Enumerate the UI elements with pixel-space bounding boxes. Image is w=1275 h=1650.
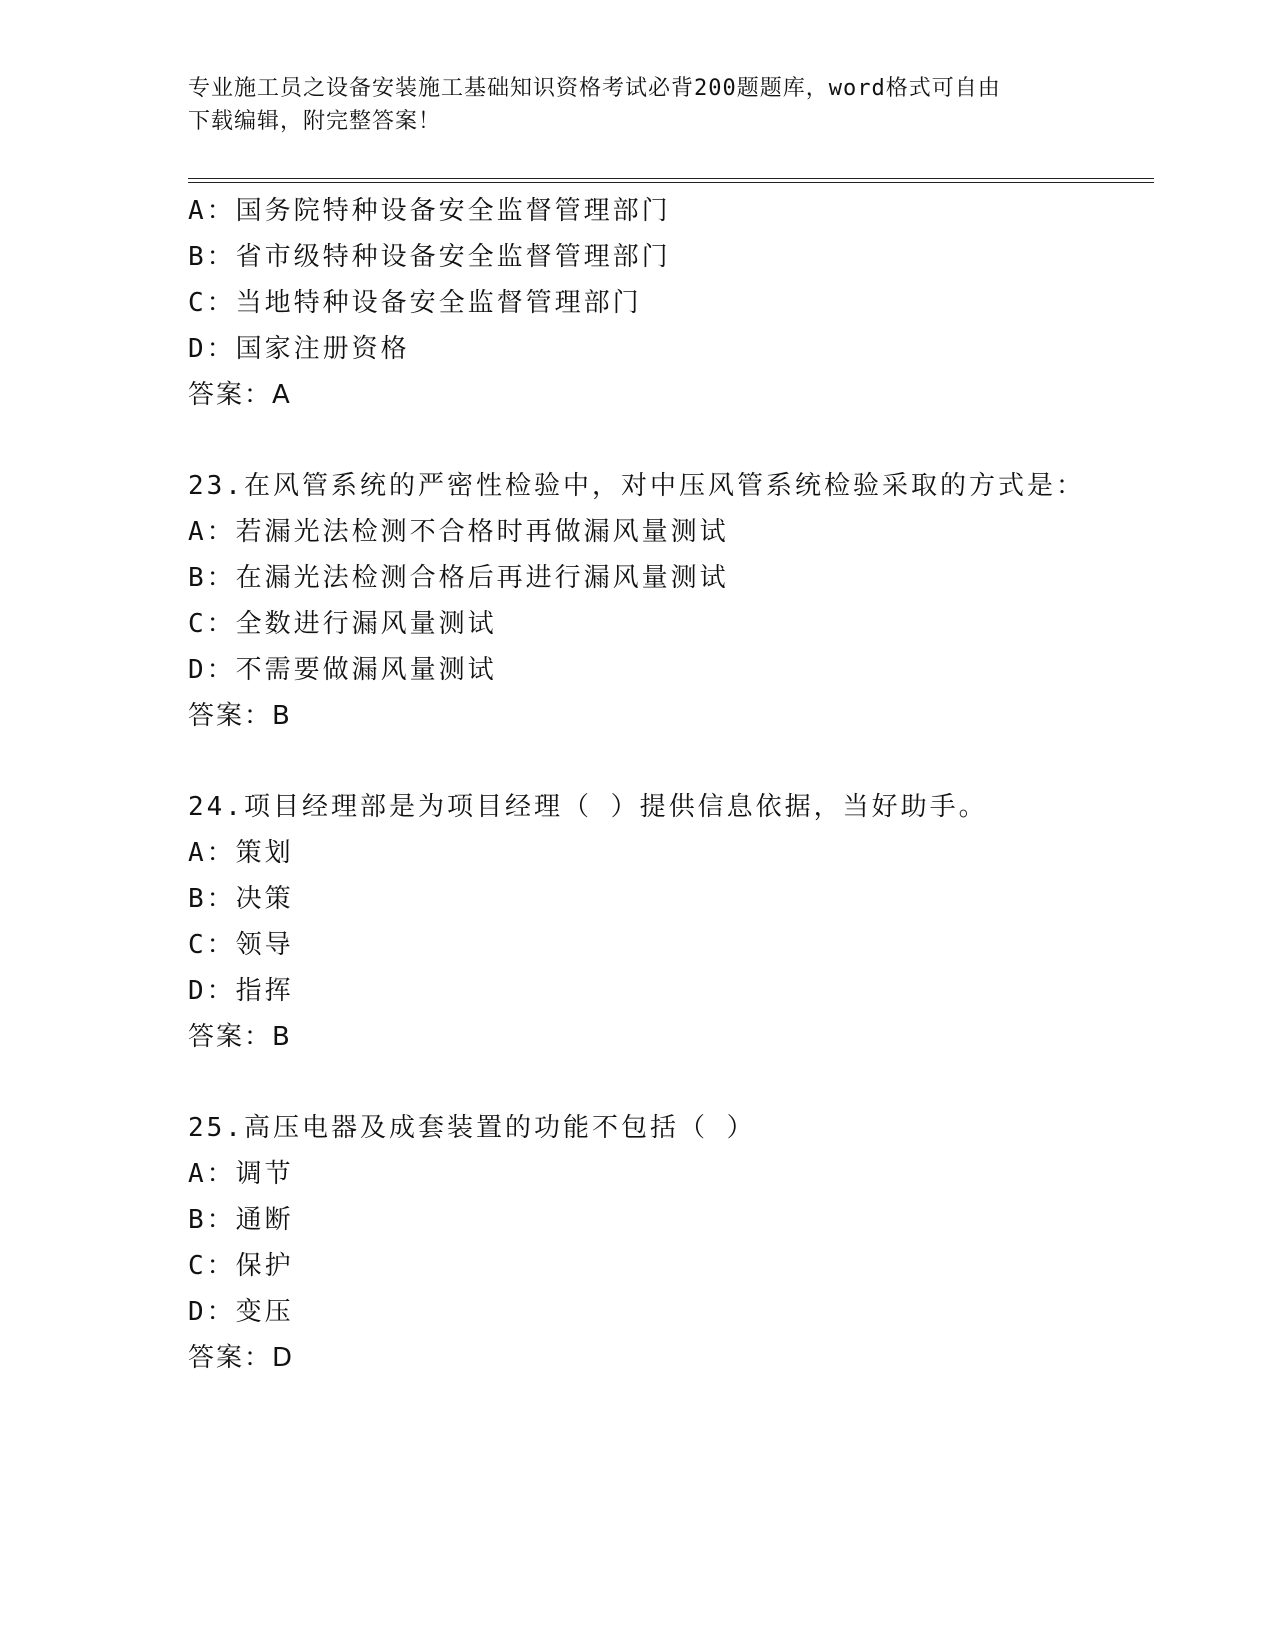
option-b: B：省市级特种设备安全监督管理部门 [188,242,671,272]
option-b: B：在漏光法检测合格后再进行漏风量测试 [188,563,729,593]
option-c: C：当地特种设备安全监督管理部门 [188,288,642,318]
spacer [188,418,1128,463]
option-b: B：通断 [188,1205,294,1235]
option-d: D：指挥 [188,976,294,1006]
option-a: A：若漏光法检测不合格时再做漏风量测试 [188,517,729,547]
option-d: D：变压 [188,1297,294,1327]
option-c: C：领导 [188,930,294,960]
option-a: A：调节 [188,1159,294,1189]
question-25 [188,1105,1128,1381]
question-22 [188,188,1128,418]
answer: 答案：B [188,701,292,731]
option-a: A：策划 [188,838,294,868]
answer: 答案：B [188,1022,292,1052]
spacer [188,739,1128,784]
question-text: 25.高压电器及成套装置的功能不包括（ ） [188,1113,756,1143]
header-title-line-1: 专业施工员之设备安装施工基础知识资格考试必背200题题库，word格式可自由 [188,76,1001,101]
header-divider-bottom [188,182,1154,183]
option-a: A：国务院特种设备安全监督管理部门 [188,196,671,226]
option-d: D：国家注册资格 [188,334,410,364]
question-text: 23.在风管系统的严密性检验中，对中压风管系统检验采取的方式是： [188,471,1085,501]
spacer [188,1060,1128,1105]
answer: 答案：D [188,1343,295,1373]
answer: 答案：A [188,380,292,410]
question-list [188,188,1128,1381]
question-text: 24.项目经理部是为项目经理（ ）提供信息依据，当好助手。 [188,792,988,822]
header-title-line-2: 下载编辑，附完整答案！ [188,109,442,134]
option-c: C：保护 [188,1251,294,1281]
option-b: B：决策 [188,884,294,914]
option-d: D：不需要做漏风量测试 [188,655,497,685]
question-24 [188,784,1128,1060]
question-23 [188,463,1128,739]
document-header [188,72,1068,138]
option-c: C：全数进行漏风量测试 [188,609,497,639]
header-divider-top [188,178,1154,179]
